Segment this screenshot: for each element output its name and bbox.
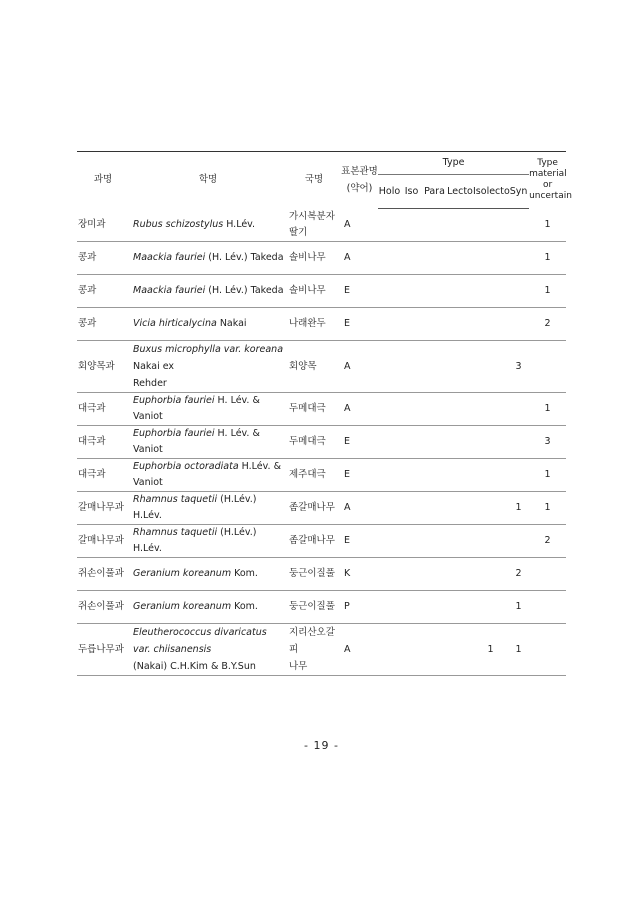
- scientific-name-author: (H. Lév.) Takeda: [205, 252, 284, 263]
- herbarium-abbr-cell: P: [341, 591, 378, 624]
- iso-count-cell: [401, 209, 422, 242]
- table-row: [77, 308, 566, 341]
- korean-name-cell: [287, 275, 341, 308]
- iso-count-cell: [401, 308, 422, 341]
- family-cell: 쥐손이풀과: [77, 591, 129, 624]
- scientific-name-line: [133, 601, 258, 612]
- table-row: [77, 492, 566, 525]
- korean-name-line: 두메대극: [289, 403, 326, 414]
- scientific-name-line: [133, 285, 284, 296]
- iso-count-cell: [401, 426, 422, 459]
- iso-count-cell: [401, 492, 422, 525]
- korean-name-line: 회양목: [289, 361, 317, 372]
- syn-count-cell: [508, 459, 529, 492]
- para-count-cell: [422, 341, 447, 393]
- scientific-name-cell: [129, 393, 287, 426]
- column-header-iso: Iso: [401, 175, 422, 209]
- scientific-name-cell: [129, 426, 287, 459]
- holo-count-cell: [378, 242, 401, 275]
- holo-count-cell: [378, 459, 401, 492]
- syn-count-cell: 1: [508, 492, 529, 525]
- table-row: [77, 242, 566, 275]
- table-row: [77, 209, 566, 242]
- herbarium-abbr-cell: A: [341, 341, 378, 393]
- scientific-name-cell: [129, 459, 287, 492]
- type-material-line: or: [542, 180, 553, 191]
- family-cell: 대극과: [77, 393, 129, 426]
- isolecto-count-cell: [473, 393, 508, 426]
- isolecto-count-cell: [473, 525, 508, 558]
- para-count-cell: [422, 525, 447, 558]
- holo-count-cell: [378, 492, 401, 525]
- scientific-name-cell: [129, 591, 287, 624]
- iso-count-cell: [401, 591, 422, 624]
- lecto-count-cell: [447, 624, 473, 676]
- herbarium-abbr-cell: E: [341, 459, 378, 492]
- family-cell: 장미과: [77, 209, 129, 242]
- scientific-name-author: Kom.: [231, 601, 258, 612]
- herbarium-abbr-label: (약어): [346, 183, 373, 195]
- scientific-name-author: H.Lév. & Vaniot: [133, 461, 281, 488]
- family-cell: 대극과: [77, 459, 129, 492]
- syn-count-cell: [508, 242, 529, 275]
- isolecto-count-cell: [473, 426, 508, 459]
- column-header-holo: Holo: [378, 175, 401, 209]
- scientific-name-line: [133, 318, 247, 329]
- table-row: [77, 393, 566, 426]
- korean-name-line: 두메대극: [289, 436, 326, 447]
- type-material-line: Type: [537, 158, 558, 169]
- lecto-count-cell: [447, 525, 473, 558]
- material-count-cell: [529, 558, 566, 591]
- lecto-count-cell: [447, 275, 473, 308]
- lecto-count-cell: [447, 492, 473, 525]
- scientific-name-line: [133, 395, 260, 422]
- para-count-cell: [422, 393, 447, 426]
- iso-count-cell: [401, 558, 422, 591]
- isolecto-count-cell: [473, 558, 508, 591]
- scientific-name-author: (H. Lév.) Takeda: [205, 285, 284, 296]
- holo-count-cell: [378, 558, 401, 591]
- table-row: [77, 341, 566, 393]
- iso-count-cell: [401, 459, 422, 492]
- scientific-name-italic: Euphorbia octoradiata: [133, 461, 239, 472]
- herbarium-abbr-cell: A: [341, 492, 378, 525]
- scientific-name-author: H. Lév. & Vaniot: [133, 395, 260, 422]
- scientific-name-italic: Buxus microphylla var. koreana: [133, 344, 284, 355]
- material-count-cell: 1: [529, 275, 566, 308]
- scientific-name-cell: [129, 558, 287, 591]
- korean-name-cell: [287, 426, 341, 459]
- korean-name-line: 솔비나무: [289, 252, 326, 263]
- scientific-name-line: [133, 568, 258, 579]
- para-count-cell: [422, 242, 447, 275]
- iso-count-cell: [401, 242, 422, 275]
- scientific-name-italic: Rhamnus taquetii: [133, 527, 218, 538]
- scientific-name-italic: Eleutherococcus divaricatus var. chiisanensis: [133, 627, 267, 655]
- korean-name-cell: [287, 242, 341, 275]
- table-row: [77, 558, 566, 591]
- scientific-name-line: [133, 624, 287, 658]
- material-count-cell: [529, 591, 566, 624]
- scientific-name-line: [133, 341, 287, 375]
- column-header-type-material: [529, 152, 572, 209]
- syn-count-cell: [508, 275, 529, 308]
- scientific-name-line: [133, 252, 284, 263]
- column-header-herbarium: [341, 152, 378, 209]
- scientific-name-cell: [129, 341, 287, 393]
- material-count-cell: 1: [529, 393, 566, 426]
- holo-count-cell: [378, 209, 401, 242]
- holo-count-cell: [378, 393, 401, 426]
- family-cell: 콩과: [77, 242, 129, 275]
- table-row: [77, 591, 566, 624]
- scientific-name-line2: (Nakai) C.H.Kim & B.Y.Sun: [133, 661, 256, 672]
- isolecto-count-cell: [473, 209, 508, 242]
- isolecto-count-cell: [473, 459, 508, 492]
- korean-name-line: 좀갈매나무: [289, 502, 335, 513]
- scientific-name-line2: Rehder: [133, 378, 167, 389]
- korean-name-cell: [287, 341, 341, 393]
- isolecto-count-cell: [473, 341, 508, 393]
- herbarium-label: 표본관명: [341, 166, 378, 178]
- korean-name-cell: [287, 459, 341, 492]
- herbarium-abbr-cell: E: [341, 308, 378, 341]
- para-count-cell: [422, 308, 447, 341]
- isolecto-count-cell: 1: [473, 624, 508, 676]
- syn-count-cell: 1: [508, 591, 529, 624]
- syn-count-cell: [508, 209, 529, 242]
- scientific-name-italic: Euphorbia fauriei: [133, 428, 215, 439]
- scientific-name-cell: [129, 242, 287, 275]
- holo-count-cell: [378, 525, 401, 558]
- para-count-cell: [422, 459, 447, 492]
- syn-count-cell: 1: [508, 624, 529, 676]
- syn-count-cell: 3: [508, 341, 529, 393]
- column-header-isolecto: Isolecto: [473, 175, 508, 209]
- table-row: [77, 624, 566, 676]
- table-row: [77, 275, 566, 308]
- material-count-cell: 3: [529, 426, 566, 459]
- syn-count-cell: [508, 308, 529, 341]
- herbarium-abbr-cell: A: [341, 624, 378, 676]
- scientific-name-italic: Euphorbia fauriei: [133, 395, 215, 406]
- isolecto-count-cell: [473, 308, 508, 341]
- type-specimen-table: [77, 151, 572, 676]
- para-count-cell: [422, 558, 447, 591]
- scientific-name-cell: [129, 525, 287, 558]
- material-count-cell: 1: [529, 242, 566, 275]
- holo-count-cell: [378, 624, 401, 676]
- holo-count-cell: [378, 591, 401, 624]
- table-row: [77, 459, 566, 492]
- syn-count-cell: [508, 393, 529, 426]
- isolecto-count-cell: [473, 275, 508, 308]
- iso-count-cell: [401, 525, 422, 558]
- korean-name-line: 둥근이질풀: [289, 568, 335, 579]
- korean-name-cell: [287, 492, 341, 525]
- material-count-cell: 2: [529, 525, 566, 558]
- family-cell: 쥐손이풀과: [77, 558, 129, 591]
- family-cell: 갈매나무과: [77, 492, 129, 525]
- lecto-count-cell: [447, 242, 473, 275]
- para-count-cell: [422, 426, 447, 459]
- scientific-name-italic: Maackia fauriei: [133, 285, 206, 296]
- column-header-family: 과명: [77, 152, 129, 209]
- type-material-line: uncertain: [529, 191, 572, 202]
- column-group-type: Type: [378, 152, 529, 175]
- scientific-name-author: Kom.: [231, 568, 258, 579]
- herbarium-abbr-cell: A: [341, 209, 378, 242]
- iso-count-cell: [401, 393, 422, 426]
- family-cell: 콩과: [77, 275, 129, 308]
- lecto-count-cell: [447, 426, 473, 459]
- herbarium-abbr-cell: A: [341, 393, 378, 426]
- material-count-cell: [529, 341, 566, 393]
- family-cell: 대극과: [77, 426, 129, 459]
- herbarium-abbr-cell: A: [341, 242, 378, 275]
- table-body: [77, 209, 566, 676]
- korean-name-line: 가시복분자딸기: [289, 210, 335, 238]
- holo-count-cell: [378, 341, 401, 393]
- scientific-name-italic: Geranium koreanum: [133, 601, 232, 612]
- material-count-cell: [529, 624, 566, 676]
- table-row: [77, 426, 566, 459]
- lecto-count-cell: [447, 393, 473, 426]
- scientific-name-author: H. Lév. & Vaniot: [133, 428, 260, 455]
- iso-count-cell: [401, 275, 422, 308]
- para-count-cell: [422, 591, 447, 624]
- column-header-para: Para: [422, 175, 447, 209]
- scientific-name-italic: Rhamnus taquetii: [133, 494, 218, 505]
- korean-name-cell: [287, 209, 341, 242]
- lecto-count-cell: [447, 591, 473, 624]
- scientific-name-line: [133, 494, 256, 521]
- holo-count-cell: [378, 308, 401, 341]
- scientific-name-italic: Rubus schizostylus: [133, 218, 224, 230]
- scientific-name-line: [133, 219, 255, 230]
- herbarium-abbr-cell: E: [341, 426, 378, 459]
- korean-name-cell: [287, 591, 341, 624]
- para-count-cell: [422, 275, 447, 308]
- korean-name-cell: [287, 393, 341, 426]
- lecto-count-cell: [447, 209, 473, 242]
- korean-name-cell: [287, 308, 341, 341]
- scientific-name-line: [133, 428, 260, 455]
- korean-name-line: 나래완두: [289, 318, 326, 329]
- para-count-cell: [422, 209, 447, 242]
- scientific-name-author: Nakai ex: [133, 361, 175, 372]
- herbarium-abbr-cell: E: [341, 275, 378, 308]
- scientific-name-line: [133, 527, 256, 554]
- scientific-name-cell: [129, 275, 287, 308]
- isolecto-count-cell: [473, 492, 508, 525]
- page-number: - 19 -: [304, 739, 339, 752]
- column-header-korean-name: 국명: [287, 152, 341, 209]
- type-material-line: material: [529, 169, 567, 180]
- scientific-name-author: Nakai: [216, 318, 247, 329]
- korean-name-cell: [287, 558, 341, 591]
- syn-count-cell: [508, 525, 529, 558]
- lecto-count-cell: [447, 308, 473, 341]
- korean-name-cell: [287, 525, 341, 558]
- isolecto-count-cell: [473, 242, 508, 275]
- korean-name-line: 지리산오갈피: [289, 627, 335, 655]
- iso-count-cell: [401, 624, 422, 676]
- holo-count-cell: [378, 426, 401, 459]
- herbarium-abbr-cell: E: [341, 525, 378, 558]
- family-cell: 회양목과: [77, 341, 129, 393]
- korean-name-line: 둥근이질풀: [289, 601, 335, 612]
- scientific-name-author: H.Lév.: [223, 218, 256, 230]
- iso-count-cell: [401, 341, 422, 393]
- scientific-name-italic: Vicia hirticalycina: [133, 318, 217, 329]
- column-header-scientific-name: 학명: [129, 152, 287, 209]
- holo-count-cell: [378, 275, 401, 308]
- family-cell: 콩과: [77, 308, 129, 341]
- column-header-lecto: Lecto: [447, 175, 473, 209]
- korean-name-line: 좀갈매나무: [289, 535, 335, 546]
- isolecto-count-cell: [473, 591, 508, 624]
- scientific-name-author: (H.Lév.) H.Lév.: [133, 494, 257, 521]
- scientific-name-cell: [129, 308, 287, 341]
- lecto-count-cell: [447, 459, 473, 492]
- material-count-cell: 1: [529, 209, 566, 242]
- para-count-cell: [422, 492, 447, 525]
- lecto-count-cell: [447, 341, 473, 393]
- table-row: [77, 525, 566, 558]
- korean-name-cell: [287, 624, 341, 676]
- herbarium-abbr-cell: K: [341, 558, 378, 591]
- scientific-name-cell: [129, 209, 287, 242]
- korean-name-line: 솔비나무: [289, 285, 326, 296]
- material-count-cell: 2: [529, 308, 566, 341]
- scientific-name-author: (H.Lév.) H.Lév.: [133, 527, 257, 554]
- para-count-cell: [422, 624, 447, 676]
- syn-count-cell: 2: [508, 558, 529, 591]
- column-header-syn: Syn: [508, 175, 529, 209]
- table-header: [77, 152, 572, 209]
- korean-name-line2: 나무: [289, 661, 308, 672]
- scientific-name-italic: Geranium koreanum: [133, 568, 232, 579]
- material-count-cell: 1: [529, 459, 566, 492]
- scientific-name-cell: [129, 492, 287, 525]
- korean-name-line: 제주대극: [289, 469, 326, 480]
- lecto-count-cell: [447, 558, 473, 591]
- scientific-name-line: [133, 461, 281, 488]
- scientific-name-italic: Maackia fauriei: [133, 252, 206, 263]
- family-cell: 갈매나무과: [77, 525, 129, 558]
- family-cell: 두릅나무과: [77, 624, 129, 676]
- scientific-name-cell: [129, 624, 287, 676]
- syn-count-cell: [508, 426, 529, 459]
- material-count-cell: 1: [529, 492, 566, 525]
